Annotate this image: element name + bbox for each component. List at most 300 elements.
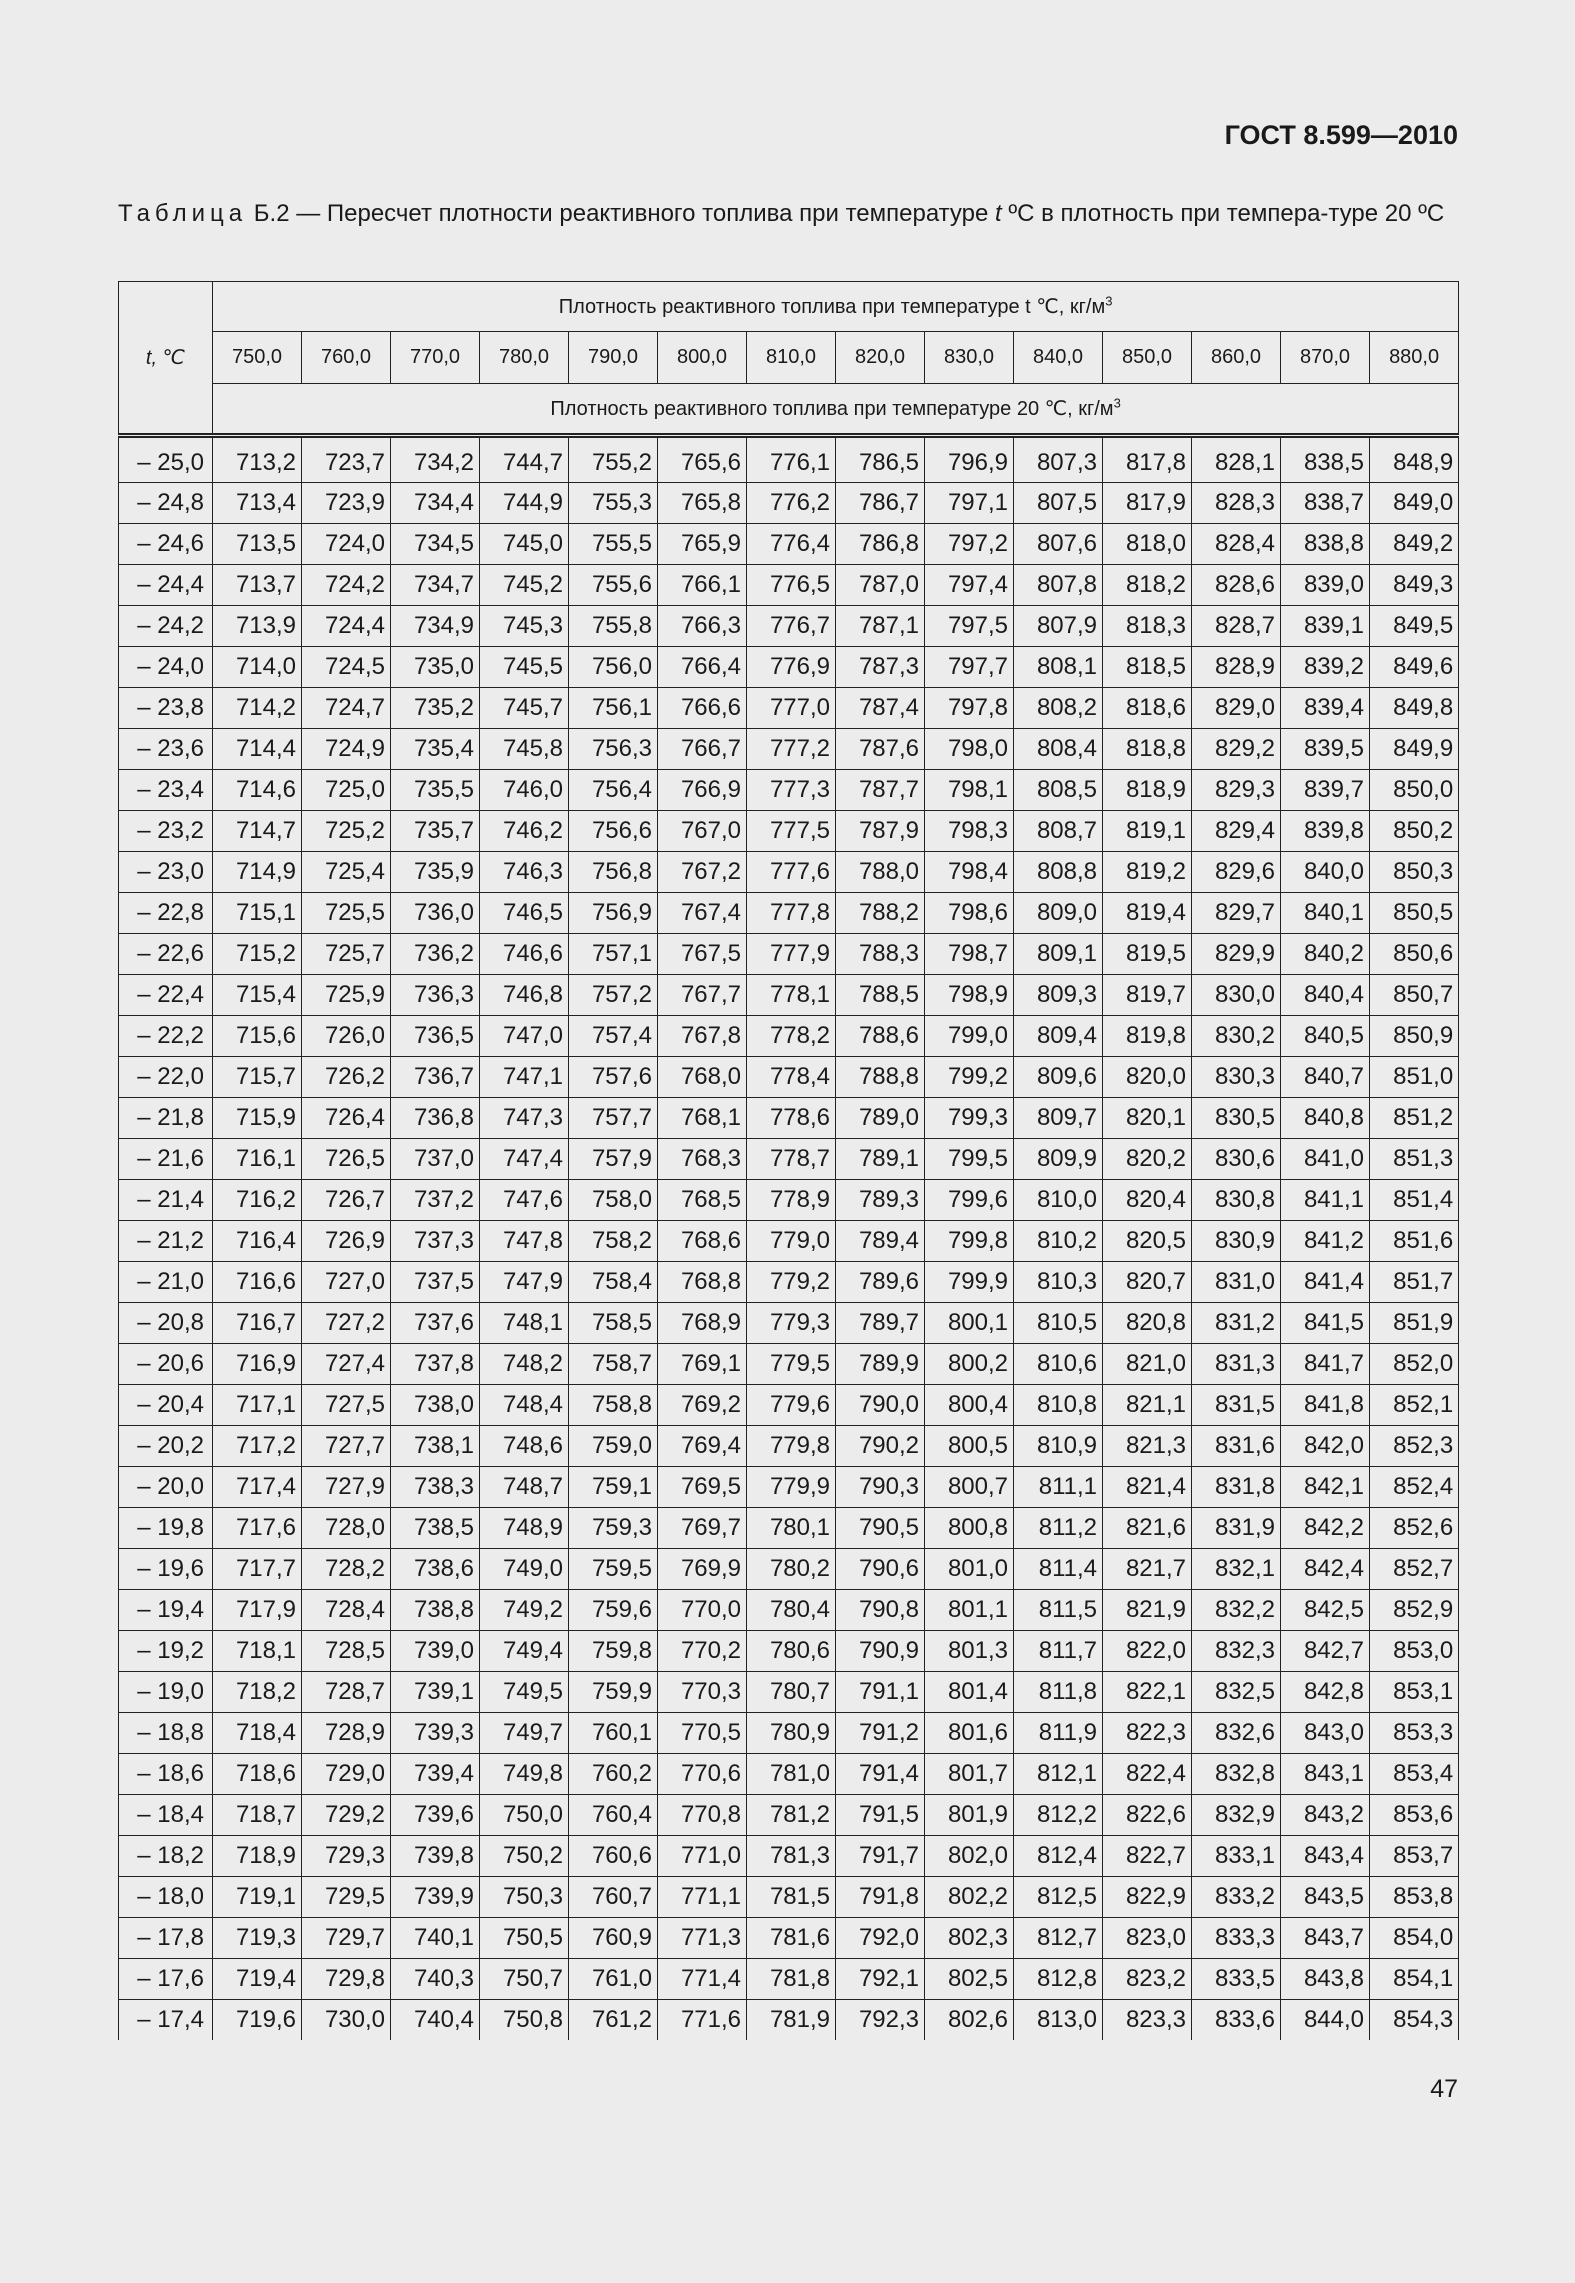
density-cell: 786,8	[836, 524, 925, 565]
density-cell: 839,5	[1281, 729, 1370, 770]
density-cell: 780,9	[747, 1713, 836, 1754]
density-cell: 745,7	[480, 688, 569, 729]
density-cell: 809,9	[1014, 1139, 1103, 1180]
density-cell: 831,5	[1192, 1385, 1281, 1426]
density-cell: 724,4	[302, 606, 391, 647]
temperature-cell: – 21,4	[119, 1180, 213, 1221]
density-cell: 848,9	[1370, 436, 1459, 483]
density-cell: 799,8	[925, 1221, 1014, 1262]
density-cell: 739,3	[391, 1713, 480, 1754]
density-cell: 818,5	[1103, 647, 1192, 688]
density-cell: 820,0	[1103, 1057, 1192, 1098]
density-cell: 850,5	[1370, 893, 1459, 934]
density-cell: 790,3	[836, 1467, 925, 1508]
table-row	[119, 893, 1459, 934]
density-cell: 779,8	[747, 1426, 836, 1467]
density-cell: 756,9	[569, 893, 658, 934]
density-cell: 854,1	[1370, 1959, 1459, 2000]
density-cell: 828,6	[1192, 565, 1281, 606]
density-cell: 809,0	[1014, 893, 1103, 934]
density-values-header-row	[119, 332, 1459, 384]
density-cell: 843,2	[1281, 1795, 1370, 1836]
density-cell: 767,4	[658, 893, 747, 934]
density-cell: 842,0	[1281, 1426, 1370, 1467]
density-cell: 749,8	[480, 1754, 569, 1795]
density-cell: 737,8	[391, 1344, 480, 1385]
density-cell: 718,2	[213, 1672, 302, 1713]
density-cell: 715,7	[213, 1057, 302, 1098]
density-cell: 728,2	[302, 1549, 391, 1590]
density-cell: 749,4	[480, 1631, 569, 1672]
density-cell: 831,3	[1192, 1344, 1281, 1385]
density-cell: 828,1	[1192, 436, 1281, 483]
temperature-cell: – 24,6	[119, 524, 213, 565]
density-cell: 851,4	[1370, 1180, 1459, 1221]
density-cell: 817,8	[1103, 436, 1192, 483]
density-cell: 747,8	[480, 1221, 569, 1262]
density-cell: 789,6	[836, 1262, 925, 1303]
density-cell: 809,1	[1014, 934, 1103, 975]
density-cell: 797,2	[925, 524, 1014, 565]
temperature-cell: – 23,2	[119, 811, 213, 852]
density-cell: 819,7	[1103, 975, 1192, 1016]
density-cell: 727,9	[302, 1467, 391, 1508]
density-cell: 781,2	[747, 1795, 836, 1836]
density-cell: 781,3	[747, 1836, 836, 1877]
density-cell: 851,2	[1370, 1098, 1459, 1139]
table-row	[119, 1098, 1459, 1139]
density-cell: 851,0	[1370, 1057, 1459, 1098]
density-cell: 833,1	[1192, 1836, 1281, 1877]
density-cell: 791,8	[836, 1877, 925, 1918]
density-cell: 747,1	[480, 1057, 569, 1098]
density-cell: 778,2	[747, 1016, 836, 1057]
density-cell: 740,4	[391, 2000, 480, 2041]
density-column-header: 780,0	[480, 332, 569, 384]
temperature-cell: – 22,0	[119, 1057, 213, 1098]
density-cell: 832,8	[1192, 1754, 1281, 1795]
density-cell: 737,2	[391, 1180, 480, 1221]
density-cell: 792,0	[836, 1918, 925, 1959]
density-cell: 830,8	[1192, 1180, 1281, 1221]
density-cell: 829,2	[1192, 729, 1281, 770]
density-cell: 849,6	[1370, 647, 1459, 688]
density-cell: 779,0	[747, 1221, 836, 1262]
density-cell: 760,9	[569, 1918, 658, 1959]
density-cell: 780,1	[747, 1508, 836, 1549]
density-cell: 725,0	[302, 770, 391, 811]
density-cell: 790,2	[836, 1426, 925, 1467]
caption-t-symbol: t	[995, 200, 1002, 227]
density-cell: 729,7	[302, 1918, 391, 1959]
density-cell: 820,4	[1103, 1180, 1192, 1221]
table-row	[119, 647, 1459, 688]
density-column-header: 820,0	[836, 332, 925, 384]
density-cell: 749,5	[480, 1672, 569, 1713]
temperature-cell: – 19,2	[119, 1631, 213, 1672]
density-cell: 799,9	[925, 1262, 1014, 1303]
density-cell: 713,4	[213, 483, 302, 524]
density-cell: 771,0	[658, 1836, 747, 1877]
density-cell: 765,6	[658, 436, 747, 483]
density-cell: 799,3	[925, 1098, 1014, 1139]
density-cell: 756,6	[569, 811, 658, 852]
density-cell: 748,4	[480, 1385, 569, 1426]
temperature-cell: – 24,4	[119, 565, 213, 606]
density-cell: 728,5	[302, 1631, 391, 1672]
density-cell: 839,7	[1281, 770, 1370, 811]
temperature-cell: – 19,6	[119, 1549, 213, 1590]
page-number: 47	[1430, 2075, 1458, 2103]
table-row	[119, 770, 1459, 811]
density-cell: 850,6	[1370, 934, 1459, 975]
density-cell: 791,2	[836, 1713, 925, 1754]
density-cell: 778,7	[747, 1139, 836, 1180]
density-cell: 843,5	[1281, 1877, 1370, 1918]
density-cell: 738,1	[391, 1426, 480, 1467]
table-row	[119, 1344, 1459, 1385]
density-cell: 832,6	[1192, 1713, 1281, 1754]
temperature-cell: – 18,8	[119, 1713, 213, 1754]
density-cell: 768,0	[658, 1057, 747, 1098]
table-row	[119, 1467, 1459, 1508]
density-cell: 714,4	[213, 729, 302, 770]
density-cell: 852,4	[1370, 1467, 1459, 1508]
density-cell: 811,5	[1014, 1590, 1103, 1631]
density-cell: 717,9	[213, 1590, 302, 1631]
density-cell: 766,3	[658, 606, 747, 647]
density-cell: 800,1	[925, 1303, 1014, 1344]
density-cell: 809,6	[1014, 1057, 1103, 1098]
density-cell: 755,5	[569, 524, 658, 565]
density-cell: 777,3	[747, 770, 836, 811]
density-cell: 811,4	[1014, 1549, 1103, 1590]
density-cell: 714,6	[213, 770, 302, 811]
density-cell: 780,4	[747, 1590, 836, 1631]
density-cell: 810,5	[1014, 1303, 1103, 1344]
density-cell: 852,1	[1370, 1385, 1459, 1426]
density-cell: 798,3	[925, 811, 1014, 852]
density-cell: 727,7	[302, 1426, 391, 1467]
density-cell: 801,3	[925, 1631, 1014, 1672]
density-cell: 854,0	[1370, 1918, 1459, 1959]
density-cell: 767,0	[658, 811, 747, 852]
temperature-cell: – 18,2	[119, 1836, 213, 1877]
density-cell: 820,7	[1103, 1262, 1192, 1303]
density-cell: 734,5	[391, 524, 480, 565]
density-at-20-header: Плотность реактивного топлива при температуре 20 ℃, $кг/м^3$	[213, 384, 1459, 436]
density-cell: 760,7	[569, 1877, 658, 1918]
table-row	[119, 2000, 1459, 2041]
density-cell: 716,7	[213, 1303, 302, 1344]
density-cell: 810,8	[1014, 1385, 1103, 1426]
density-cell: 730,0	[302, 2000, 391, 2041]
density-cell: 823,0	[1103, 1918, 1192, 1959]
density-cell: 791,4	[836, 1754, 925, 1795]
density-cell: 769,2	[658, 1385, 747, 1426]
density-cell: 828,3	[1192, 483, 1281, 524]
table-row	[119, 565, 1459, 606]
density-cell: 787,0	[836, 565, 925, 606]
table-row	[119, 975, 1459, 1016]
density-cell: 729,3	[302, 1836, 391, 1877]
density-cell: 717,6	[213, 1508, 302, 1549]
density-cell: 849,5	[1370, 606, 1459, 647]
density-cell: 714,0	[213, 647, 302, 688]
density-cell: 714,2	[213, 688, 302, 729]
temperature-cell: – 21,6	[119, 1139, 213, 1180]
density-cell: 832,5	[1192, 1672, 1281, 1713]
density-cell: 748,7	[480, 1467, 569, 1508]
table-row	[119, 606, 1459, 647]
density-cell: 810,2	[1014, 1221, 1103, 1262]
density-cell: 768,1	[658, 1098, 747, 1139]
density-cell: 759,9	[569, 1672, 658, 1713]
temperature-cell: – 22,2	[119, 1016, 213, 1057]
density-cell: 746,5	[480, 893, 569, 934]
density-cell: 831,6	[1192, 1426, 1281, 1467]
density-cell: 735,5	[391, 770, 480, 811]
density-cell: 716,4	[213, 1221, 302, 1262]
density-cell: 740,3	[391, 1959, 480, 2000]
table-row	[119, 1877, 1459, 1918]
density-cell: 758,4	[569, 1262, 658, 1303]
density-cell: 818,2	[1103, 565, 1192, 606]
density-cell: 716,2	[213, 1180, 302, 1221]
table-caption	[118, 198, 1458, 230]
density-cell: 849,9	[1370, 729, 1459, 770]
density-cell: 822,0	[1103, 1631, 1192, 1672]
density-cell: 786,7	[836, 483, 925, 524]
density-cell: 768,6	[658, 1221, 747, 1262]
table-row	[119, 1754, 1459, 1795]
density-cell: 821,9	[1103, 1590, 1192, 1631]
density-cell: 788,0	[836, 852, 925, 893]
density-column-header: 750,0	[213, 332, 302, 384]
density-cell: 792,1	[836, 1959, 925, 2000]
density-cell: 770,0	[658, 1590, 747, 1631]
temperature-cell: – 22,6	[119, 934, 213, 975]
density-cell: 740,1	[391, 1918, 480, 1959]
temperature-cell: – 19,8	[119, 1508, 213, 1549]
density-cell: 768,5	[658, 1180, 747, 1221]
density-cell: 822,4	[1103, 1754, 1192, 1795]
density-cell: 801,1	[925, 1590, 1014, 1631]
density-cell: 759,8	[569, 1631, 658, 1672]
density-cell: 756,1	[569, 688, 658, 729]
density-cell: 852,9	[1370, 1590, 1459, 1631]
table-row	[119, 1303, 1459, 1344]
density-cell: 713,2	[213, 436, 302, 483]
density-cell: 735,0	[391, 647, 480, 688]
table-row	[119, 1180, 1459, 1221]
density-cell: 747,3	[480, 1098, 569, 1139]
density-cell: 839,8	[1281, 811, 1370, 852]
density-cell: 757,1	[569, 934, 658, 975]
density-cell: 830,6	[1192, 1139, 1281, 1180]
density-cell: 781,8	[747, 1959, 836, 2000]
density-cell: 767,2	[658, 852, 747, 893]
density-cell: 811,7	[1014, 1631, 1103, 1672]
density-cell: 819,8	[1103, 1016, 1192, 1057]
density-cell: 729,5	[302, 1877, 391, 1918]
density-cell: 792,3	[836, 2000, 925, 2041]
density-cell: 756,8	[569, 852, 658, 893]
density-conversion-table	[118, 281, 1459, 2040]
density-cell: 790,9	[836, 1631, 925, 1672]
density-cell: 737,6	[391, 1303, 480, 1344]
density-cell: 777,0	[747, 688, 836, 729]
density-cell: 790,0	[836, 1385, 925, 1426]
caption-label: Таблица	[118, 200, 248, 227]
density-cell: 853,3	[1370, 1713, 1459, 1754]
density-cell: 769,5	[658, 1467, 747, 1508]
density-column-header: 840,0	[1014, 332, 1103, 384]
density-cell: 776,2	[747, 483, 836, 524]
temperature-cell: – 20,2	[119, 1426, 213, 1467]
density-cell: 755,2	[569, 436, 658, 483]
density-cell: 841,7	[1281, 1344, 1370, 1385]
table-row	[119, 483, 1459, 524]
density-cell: 776,5	[747, 565, 836, 606]
density-cell: 745,2	[480, 565, 569, 606]
density-cell: 802,0	[925, 1836, 1014, 1877]
density-cell: 780,7	[747, 1672, 836, 1713]
density-cell: 714,9	[213, 852, 302, 893]
density-cell: 727,0	[302, 1262, 391, 1303]
density-cell: 821,7	[1103, 1549, 1192, 1590]
table-row	[119, 1508, 1459, 1549]
density-cell: 787,1	[836, 606, 925, 647]
density-cell: 748,1	[480, 1303, 569, 1344]
density-cell: 840,0	[1281, 852, 1370, 893]
density-cell: 838,7	[1281, 483, 1370, 524]
density-cell: 800,2	[925, 1344, 1014, 1385]
density-cell: 791,7	[836, 1836, 925, 1877]
density-cell: 737,0	[391, 1139, 480, 1180]
density-cell: 842,7	[1281, 1631, 1370, 1672]
density-cell: 851,3	[1370, 1139, 1459, 1180]
density-cell: 770,6	[658, 1754, 747, 1795]
caption-text-1: — Пересчет плотности реактивного топлива при температуре	[289, 200, 996, 227]
density-cell: 818,3	[1103, 606, 1192, 647]
density-cell: 842,8	[1281, 1672, 1370, 1713]
density-column-header: 830,0	[925, 332, 1014, 384]
density-cell: 716,1	[213, 1139, 302, 1180]
density-cell: 810,9	[1014, 1426, 1103, 1467]
density-cell: 802,2	[925, 1877, 1014, 1918]
density-cell: 771,1	[658, 1877, 747, 1918]
density-cell: 797,4	[925, 565, 1014, 606]
density-cell: 781,0	[747, 1754, 836, 1795]
table-body	[119, 436, 1459, 2041]
density-cell: 843,1	[1281, 1754, 1370, 1795]
density-cell: 779,9	[747, 1467, 836, 1508]
density-cell: 757,2	[569, 975, 658, 1016]
density-cell: 790,5	[836, 1508, 925, 1549]
density-cell: 728,0	[302, 1508, 391, 1549]
density-cell: 844,0	[1281, 2000, 1370, 2041]
density-cell: 801,7	[925, 1754, 1014, 1795]
density-cell: 810,3	[1014, 1262, 1103, 1303]
density-cell: 757,4	[569, 1016, 658, 1057]
density-cell: 833,2	[1192, 1877, 1281, 1918]
density-cell: 853,4	[1370, 1754, 1459, 1795]
density-cell: 768,8	[658, 1262, 747, 1303]
density-cell: 787,7	[836, 770, 925, 811]
density-cell: 842,5	[1281, 1590, 1370, 1631]
density-cell: 830,2	[1192, 1016, 1281, 1057]
temperature-cell: – 18,6	[119, 1754, 213, 1795]
density-cell: 796,9	[925, 436, 1014, 483]
document-code: ГОСТ 8.599—2010	[1224, 120, 1458, 150]
density-cell: 749,7	[480, 1713, 569, 1754]
table-row	[119, 1426, 1459, 1467]
temperature-cell: – 17,6	[119, 1959, 213, 2000]
density-column-header: 810,0	[747, 332, 836, 384]
density-cell: 736,5	[391, 1016, 480, 1057]
density-cell: 789,0	[836, 1098, 925, 1139]
density-cell: 840,1	[1281, 893, 1370, 934]
density-cell: 750,8	[480, 2000, 569, 2041]
density-cell: 736,2	[391, 934, 480, 975]
density-cell: 769,1	[658, 1344, 747, 1385]
density-table-container	[118, 281, 1458, 2040]
density-cell: 808,5	[1014, 770, 1103, 811]
density-cell: 750,2	[480, 1836, 569, 1877]
density-cell: 724,9	[302, 729, 391, 770]
density-cell: 738,0	[391, 1385, 480, 1426]
density-cell: 726,9	[302, 1221, 391, 1262]
density-cell: 823,3	[1103, 2000, 1192, 2041]
density-cell: 757,7	[569, 1098, 658, 1139]
density-cell: 735,4	[391, 729, 480, 770]
density-cell: 766,7	[658, 729, 747, 770]
density-cell: 727,2	[302, 1303, 391, 1344]
table-row	[119, 436, 1459, 483]
density-cell: 812,1	[1014, 1754, 1103, 1795]
density-cell: 799,6	[925, 1180, 1014, 1221]
density-cell: 758,0	[569, 1180, 658, 1221]
density-cell: 735,2	[391, 688, 480, 729]
density-cell: 788,5	[836, 975, 925, 1016]
table-row	[119, 1959, 1459, 2000]
density-cell: 756,3	[569, 729, 658, 770]
density-cell: 717,2	[213, 1426, 302, 1467]
density-cell: 832,9	[1192, 1795, 1281, 1836]
density-cell: 746,0	[480, 770, 569, 811]
density-cell: 820,8	[1103, 1303, 1192, 1344]
density-cell: 852,3	[1370, 1426, 1459, 1467]
density-cell: 808,4	[1014, 729, 1103, 770]
temperature-cell: – 23,0	[119, 852, 213, 893]
density-cell: 829,6	[1192, 852, 1281, 893]
density-cell: 819,1	[1103, 811, 1192, 852]
density-cell: 725,2	[302, 811, 391, 852]
density-cell: 727,5	[302, 1385, 391, 1426]
density-cell: 811,9	[1014, 1713, 1103, 1754]
density-cell: 729,2	[302, 1795, 391, 1836]
density-cell: 828,4	[1192, 524, 1281, 565]
density-cell: 781,5	[747, 1877, 836, 1918]
density-cell: 759,0	[569, 1426, 658, 1467]
density-cell: 808,7	[1014, 811, 1103, 852]
density-cell: 744,7	[480, 436, 569, 483]
density-cell: 779,6	[747, 1385, 836, 1426]
table-row	[119, 1918, 1459, 1959]
density-cell: 801,4	[925, 1672, 1014, 1713]
density-cell: 776,1	[747, 436, 836, 483]
